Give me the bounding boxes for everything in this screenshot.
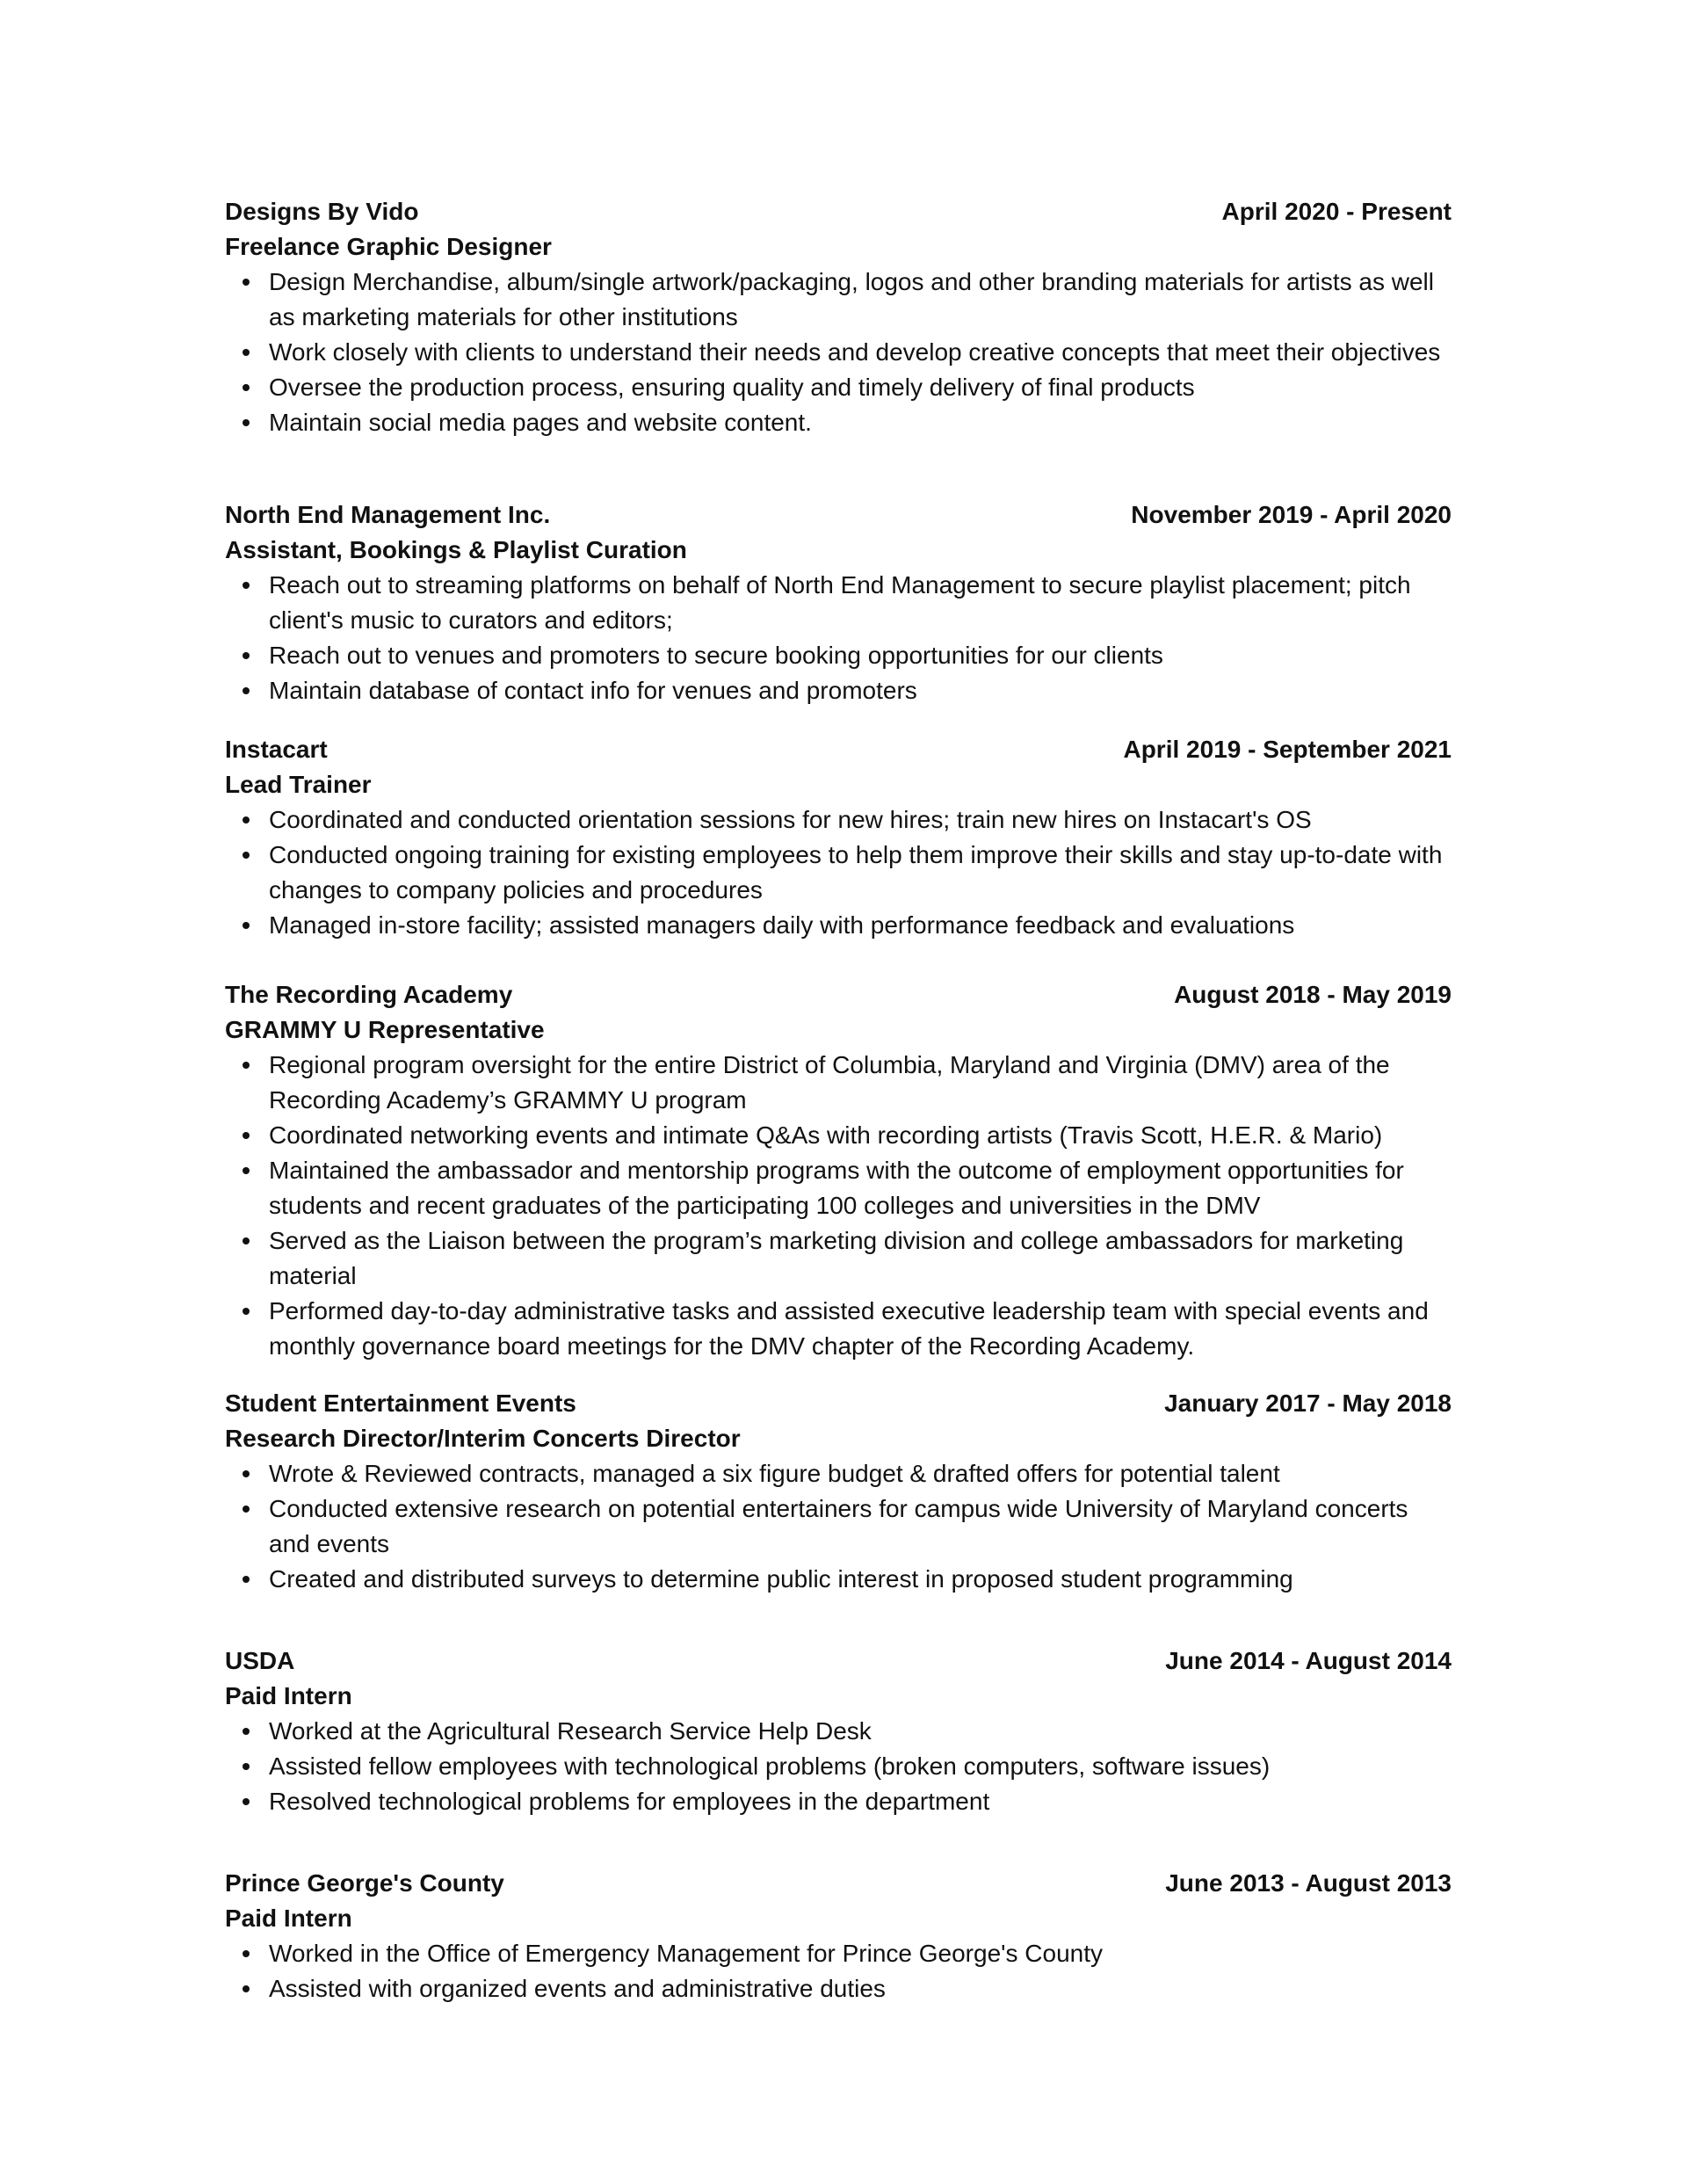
bullet-text: Maintain database of contact info for venues and promoters [269,677,917,704]
job-header [225,1386,1452,1421]
bullet-icon [243,852,250,859]
bullet-item [225,370,1452,405]
bullet-item [225,673,1452,708]
bullet-text: Maintained the ambassador and mentorship programs with the outcome of employment opportunities for students and recent graduates of the participating 100 colleges and universities in the DMV [269,1157,1404,1219]
job-entry-prince-georges-county [225,1866,1452,2006]
job-dates: June 2014 - August 2014 [1165,1647,1452,1674]
bullet-icon [243,279,250,286]
bullet-icon [243,1798,250,1805]
bullet-icon [243,1237,250,1244]
company-name: Instacart [225,736,328,763]
bullet-item [225,405,1452,440]
bullet-text: Wrote & Reviewed contracts, managed a six figure budget & drafted offers for potential talent [269,1460,1280,1487]
bullet-icon [243,1506,250,1513]
bullet-item [225,1784,1452,1819]
job-header [225,732,1452,767]
bullet-item [225,568,1452,638]
job-title: Lead Trainer [225,771,372,798]
job-entry-north-end-management [225,497,1452,708]
bullet-icon [243,1167,250,1174]
bullet-text: Maintain social media pages and website content. [269,409,812,436]
bullet-item [225,1153,1452,1223]
job-dates: August 2018 - May 2019 [1174,981,1452,1008]
bullet-icon [243,1062,250,1069]
bullet-item [225,1456,1452,1491]
bullet-icon [243,1728,250,1735]
bullet-text: Design Merchandise, album/single artwork/packaging, logos and other branding materials for artists as well as marketing materials for other institutions [269,268,1434,330]
job-dates: June 2013 - August 2013 [1165,1869,1452,1897]
bullet-icon [243,1950,250,1957]
bullet-list [225,265,1452,440]
bullet-icon [243,1308,250,1315]
bullet-item [225,1936,1452,1971]
job-title: Freelance Graphic Designer [225,233,552,260]
bullet-item [225,1749,1452,1784]
bullet-text: Created and distributed surveys to determine public interest in proposed student programming [269,1565,1293,1593]
bullet-text: Assisted fellow employees with technological problems (broken computers, software issues) [269,1752,1271,1780]
bullet-item [225,1294,1452,1364]
bullet-icon [243,384,250,391]
bullet-text: Managed in-store facility; assisted managers daily with performance feedback and evaluations [269,911,1295,939]
company-name: Designs By Vido [225,198,419,225]
bullet-item [225,1223,1452,1294]
bullet-item [225,838,1452,908]
bullet-text: Coordinated and conducted orientation sessions for new hires; train new hires on Instacart's OS [269,806,1312,833]
bullet-item [225,1118,1452,1153]
bullet-icon [243,582,250,589]
bullet-text: Conducted ongoing training for existing employees to help them improve their skills and stay up-to-date with changes to company policies and procedures [269,841,1443,903]
job-header [225,1643,1452,1679]
bullet-item [225,802,1452,838]
bullet-text: Work closely with clients to understand their needs and develop creative concepts that meet their objectives [269,338,1441,366]
bullet-icon [243,1576,250,1583]
job-dates: January 2017 - May 2018 [1164,1389,1452,1417]
job-entry-student-entertainment-events [225,1386,1452,1597]
bullet-text: Reach out to streaming platforms on behalf of North End Management to secure playlist placement; pitch client's music to curators and editors; [269,571,1411,634]
bullet-text: Worked at the Agricultural Research Service Help Desk [269,1717,872,1745]
bullet-text: Conducted extensive research on potential entertainers for campus wide University of Maryland concerts and events [269,1495,1408,1557]
job-entry-recording-academy [225,977,1452,1364]
job-dates: April 2019 - September 2021 [1123,736,1452,763]
bullet-list [225,568,1452,708]
bullet-list [225,1048,1452,1364]
bullet-item [225,1491,1452,1562]
bullet-text: Served as the Liaison between the program’s marketing division and college ambassadors for marketing material [269,1227,1404,1289]
company-name: The Recording Academy [225,981,513,1008]
bullet-item [225,1048,1452,1118]
bullet-item [225,1714,1452,1749]
bullet-item [225,638,1452,673]
job-header [225,977,1452,1012]
job-title: GRAMMY U Representative [225,1016,545,1043]
bullet-item [225,908,1452,943]
job-title: Paid Intern [225,1682,352,1709]
bullet-item [225,1971,1452,2006]
bullet-icon [243,922,250,929]
company-name: USDA [225,1647,295,1674]
bullet-icon [243,1470,250,1477]
bullet-icon [243,816,250,824]
job-dates: November 2019 - April 2020 [1131,501,1452,528]
bullet-text: Resolved technological problems for employees in the department [269,1788,990,1815]
job-header [225,497,1452,533]
bullet-item [225,1562,1452,1597]
company-name: Student Entertainment Events [225,1389,576,1417]
job-title: Research Director/Interim Concerts Director [225,1425,741,1452]
job-entry-usda [225,1643,1452,1819]
bullet-icon [243,687,250,694]
bullet-text: Coordinated networking events and intimate Q&As with recording artists (Travis Scott, H.E.R. & Mario) [269,1121,1383,1149]
job-title: Paid Intern [225,1905,352,1932]
bullet-text: Worked in the Office of Emergency Management for Prince George's County [269,1940,1103,1967]
company-name: Prince George's County [225,1869,504,1897]
job-header [225,1866,1452,1901]
bullet-icon [243,349,250,356]
bullet-text: Assisted with organized events and administrative duties [269,1975,886,2002]
job-entry-designs-by-vido [225,194,1452,440]
bullet-list [225,1456,1452,1597]
bullet-text: Regional program oversight for the entire District of Columbia, Maryland and Virginia (DMV) area of the Recording Academy’s GRAMMY U program [269,1051,1390,1114]
bullet-text: Oversee the production process, ensuring quality and timely delivery of final products [269,374,1195,401]
bullet-item [225,265,1452,335]
job-entry-instacart [225,732,1452,943]
bullet-icon [243,1132,250,1139]
company-name: North End Management Inc. [225,501,551,528]
bullet-text: Performed day-to-day administrative tasks and assisted executive leadership team with special events and monthly governance board meetings for the DMV chapter of the Recording Academy. [269,1297,1429,1360]
bullet-list [225,1936,1452,2006]
bullet-icon [243,1763,250,1770]
bullet-text: Reach out to venues and promoters to secure booking opportunities for our clients [269,642,1163,669]
job-title: Assistant, Bookings & Playlist Curation [225,536,687,563]
bullet-icon [243,419,250,426]
job-header [225,194,1452,229]
job-dates: April 2020 - Present [1221,198,1452,225]
bullet-list [225,1714,1452,1819]
bullet-icon [243,652,250,659]
bullet-list [225,802,1452,943]
bullet-item [225,335,1452,370]
bullet-icon [243,1985,250,1992]
